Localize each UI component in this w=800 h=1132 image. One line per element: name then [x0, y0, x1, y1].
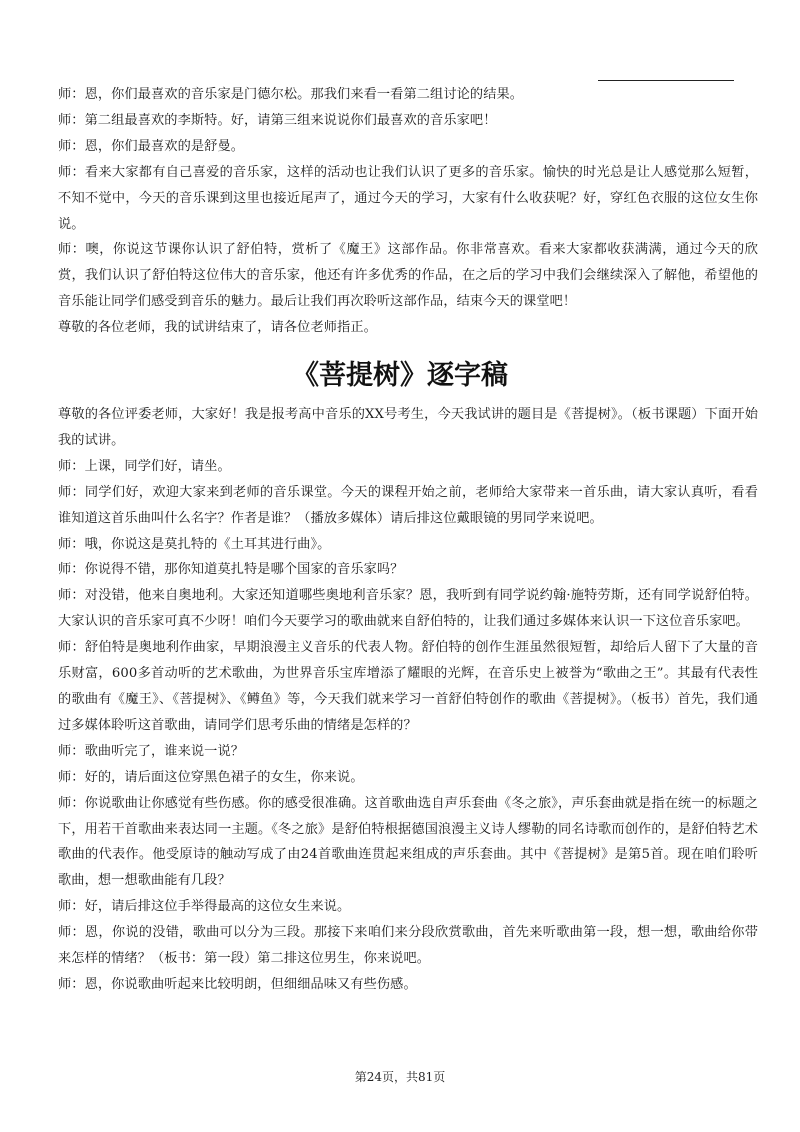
paragraph: 师：恩，你说歌曲听起来比较明朗，但细细品味又有些伤感。 [58, 976, 417, 992]
paragraph: 师：好的，请后面这位穿黑色裙子的女生，你来说。 [58, 769, 364, 785]
paragraph: 师：舒伯特是奥地利作曲家，早期浪漫主义音乐的代表人物。舒伯特的创作生涯虽然很短暂，却给后人留下了大量的音乐财富，600多首动听的艺术歌曲，为世界音乐宝库增添了耀眼的光辉，在音乐史上被誉为“歌曲之王”。其最有代表性的歌曲有《魔王》、《菩提树》、《鳟鱼》等，今天我们就来学习一首舒伯特创作的歌曲《菩提树》。（板书）首先，我们通过多媒体聆听这首歌曲，请同学们思考乐曲的情绪是怎样的？ [58, 640, 758, 733]
paragraph: 师：哦，你说这是莫扎特的《土耳其进行曲》。 [58, 536, 331, 552]
paragraph: 师：第二组最喜欢的李斯特。好，请第三组来说说你们最喜欢的音乐家吧！ [58, 112, 497, 128]
paragraph: 师：恩，你说的没错，歌曲可以分为三段。那接下来咱们来分段欣赏歌曲，首先来听歌曲第一段，想一想，歌曲给你带来怎样的情绪？（板书：第一段）第二排这位男生，你来说吧。 [58, 925, 758, 967]
paragraph: 尊敬的各位老师，我的试讲结束了，请各位老师指正。 [58, 320, 377, 336]
paragraph: 师：上课，同学们好，请坐。 [58, 458, 231, 474]
header-rule [598, 80, 734, 81]
paragraph: 师：同学们好，欢迎大家来到老师的音乐课堂。今天的课程开始之前，老师给大家带来一首乐曲，请大家认真听，看看谁知道这首乐曲叫什么名字？作者是谁？（播放多媒体）请后排这位戴眼镜的男同学来说吧。 [58, 484, 758, 526]
paragraph: 师：歌曲听完了，谁来说一说？ [58, 743, 245, 759]
previous-lesson-ending [58, 82, 758, 341]
page-number: 第24页，共81页 [354, 1070, 446, 1084]
paragraph: 师：好，请后排这位手举得最高的这位女生来说。 [58, 899, 351, 915]
paragraph: 师：恩，你们最喜欢的是舒曼。 [58, 138, 245, 154]
paragraph: 师：对没错，他来自奥地利。大家还知道哪些奥地利音乐家？恩，我听到有同学说约翰·施特劳斯，还有同学说舒伯特。大家认识的音乐家可真不少呀！咱们今天要学习的歌曲就来自舒伯特的，让我们通过多媒体来认识一下这位音乐家吧。 [58, 588, 758, 630]
paragraph: 师：恩，你们最喜欢的音乐家是门德尔松。那我们来看一看第二组讨论的结果。 [58, 87, 524, 102]
paragraph: 师：你说得不错，那你知道莫扎特是哪个国家的音乐家吗？ [58, 562, 404, 578]
paragraph: 师：噢，你说这节课你认识了舒伯特，赏析了《魔王》这部作品。你非常喜欢。看来大家都收获满满，通过今天的欣赏，我们认识了舒伯特这位伟大的音乐家，他还有许多优秀的作品，在之后的学习中我们会继续深入了解他，希望他的音乐能让同学们感受到音乐的魅力。最后让我们再次聆听这部作品，结束今天的课堂吧！ [58, 242, 758, 310]
paragraph: 尊敬的各位评委老师，大家好！我是报考高中音乐的XX号考生，今天我试讲的题目是《菩提树》。（板书课题）下面开始我的试讲。 [58, 407, 758, 448]
lesson-transcript [58, 402, 758, 998]
document-title: 《菩提树》逐字稿 [292, 360, 508, 391]
paragraph: 师：看来大家都有自己喜爱的音乐家，这样的活动也让我们认识了更多的音乐家。愉快的时光总是让人感觉那么短暂，不知不觉中，今天的音乐课到这里也接近尾声了，通过今天的学习，大家有什么收获呢？好，穿红色衣服的这位女生你说。 [58, 164, 758, 232]
paragraph: 师：你说歌曲让你感觉有些伤感。你的感受很准确。这首歌曲选自声乐套曲《冬之旅》，声乐套曲就是指在统一的标题之下，用若干首歌曲来表达同一主题。《冬之旅》是舒伯特根据德国浪漫主义诗人缪勒的同名诗歌而创作的，是舒伯特艺术歌曲的代表作。他受原诗的触动写成了由24首歌曲连贯起来组成的声乐套曲。其中《菩提树》是第5首。现在咱们聆听歌曲，想一想歌曲能有几段？ [58, 795, 758, 889]
